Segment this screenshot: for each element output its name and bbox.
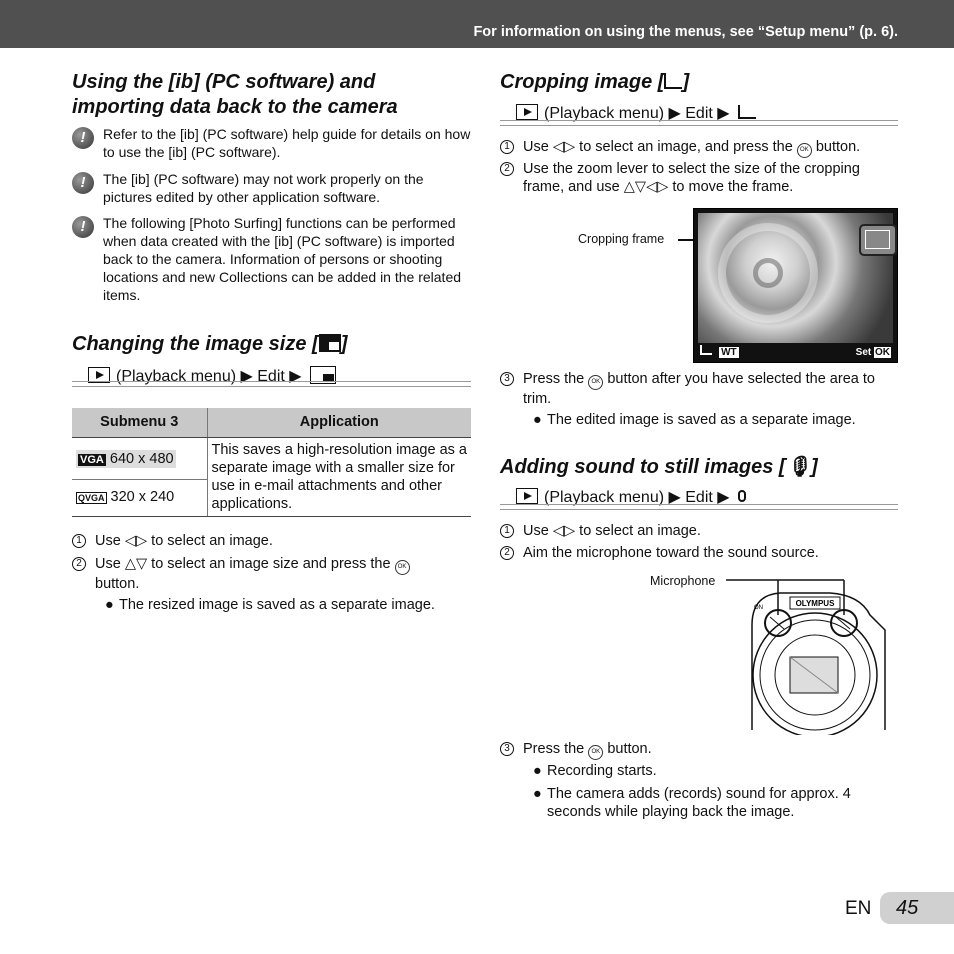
step-1: 1 Use ◁▷ to select an image. [72, 532, 472, 550]
caution-icon: ! [72, 216, 94, 238]
submenu-table [72, 408, 471, 517]
step-3: 3 Press the OK button after you have selected the area to trim. [500, 370, 898, 408]
table-row [72, 437, 471, 480]
crop-icon [738, 105, 756, 119]
brand-logo: OLYMPUS [795, 599, 835, 608]
left-right-arrows-icon: ◁▷ [552, 523, 576, 539]
ok-button-icon: OK [588, 745, 603, 760]
section-title-image-size: Changing the image size [ ] [72, 333, 348, 355]
language-label: EN [845, 898, 872, 919]
svg-text:ON: ON [754, 605, 763, 611]
divider [500, 120, 898, 126]
four-way-arrows-icon: △▽◁▷ [623, 179, 669, 195]
header-text: For information on using the menus, see “Setup menu” (p. 6). [473, 24, 898, 40]
ok-button-icon: OK [395, 560, 410, 575]
cropping-frame-caption: Cropping frame [578, 232, 665, 246]
microphone-caption: Microphone [650, 574, 716, 588]
step-2: 2 Use the zoom lever to select the size of the cropping frame, and use △▽◁▷ to move the frame. [500, 160, 898, 196]
bullet: ● Recording starts. [533, 763, 657, 779]
microphone-icon: 🎙 [785, 456, 811, 478]
step-1: 1 Use ◁▷ to select an image, and press the OK button. [500, 138, 900, 158]
left-right-arrows-icon: ◁▷ [124, 533, 148, 549]
page-number: 45 [880, 892, 954, 924]
resize-icon [319, 334, 341, 352]
left-right-arrows-icon: ◁▷ [552, 139, 576, 155]
divider [72, 381, 471, 387]
size-value: 320 x 240 [110, 489, 175, 506]
section-title-sound: Adding sound to still images [🎙] [500, 456, 818, 478]
cropping-frame [859, 224, 897, 256]
note-2: ! The [ib] (PC software) may not work properly on the pictures edited by other application software. [72, 170, 472, 206]
playback-icon [516, 488, 538, 504]
vga-badge: VGA [80, 453, 104, 466]
step-2: 2 Use △▽ to select an image size and press the OK button. [72, 555, 472, 593]
table-header: Submenu 3 [72, 408, 207, 437]
crop-icon [700, 345, 712, 355]
step-1: 1 Use ◁▷ to select an image. [500, 522, 900, 540]
section-title-cropping: Cropping image [ ] [500, 71, 690, 93]
menu-path-resize: (Playback menu) ▶ Edit ▶ [88, 366, 336, 387]
table-header: Application [207, 408, 471, 437]
step-3: 3 Press the OK button. [500, 740, 900, 760]
crop-icon [664, 73, 682, 89]
header-bar [0, 0, 954, 48]
screen-status-right: Set OK [855, 347, 890, 358]
ok-button-icon: OK [797, 143, 812, 158]
bullet: ● The resized image is saved as a separate image. [105, 597, 435, 613]
size-value: 640 x 480 [109, 450, 174, 467]
caution-icon: ! [72, 172, 94, 194]
section-title-pc-software: Using the [ib] (PC software) and importing data back to the camera [72, 71, 398, 118]
note-3: ! The following [Photo Surfing] functions can be performed when data created with the [ib] (PC software) is imported back to the camera. Information of persons or shooting locations and new Collections can be added in the related items. [72, 214, 472, 304]
up-down-arrows-icon: △▽ [124, 556, 148, 572]
microphone-icon [738, 490, 746, 502]
application-text: This saves a high-resolution image as a separate image with a smaller size for use in e-mail attachments and other applications. [207, 437, 471, 516]
caution-icon: ! [72, 127, 94, 149]
screen-status-left: WT [700, 345, 739, 358]
playback-icon [516, 104, 538, 120]
divider [500, 504, 898, 510]
note-1: ! Refer to the [ib] (PC software) help guide for details on how to use the [ib] (PC software). [72, 125, 472, 161]
bullet: ● The edited image is saved as a separate image. [533, 412, 856, 428]
menu-path-crop: (Playback menu) ▶ Edit ▶ [516, 104, 756, 124]
ok-button-icon: OK [588, 375, 603, 390]
menu-path-sound: (Playback menu) ▶ Edit ▶ [516, 488, 746, 508]
step-2: 2 Aim the microphone toward the sound source. [500, 544, 900, 562]
qvga-badge: QVGA [78, 493, 105, 504]
bullet: ● The camera adds (records) sound for approx. 4 seconds while playing back the image. [533, 786, 851, 820]
camera-illustration [720, 575, 890, 735]
camera-screen [693, 208, 898, 363]
